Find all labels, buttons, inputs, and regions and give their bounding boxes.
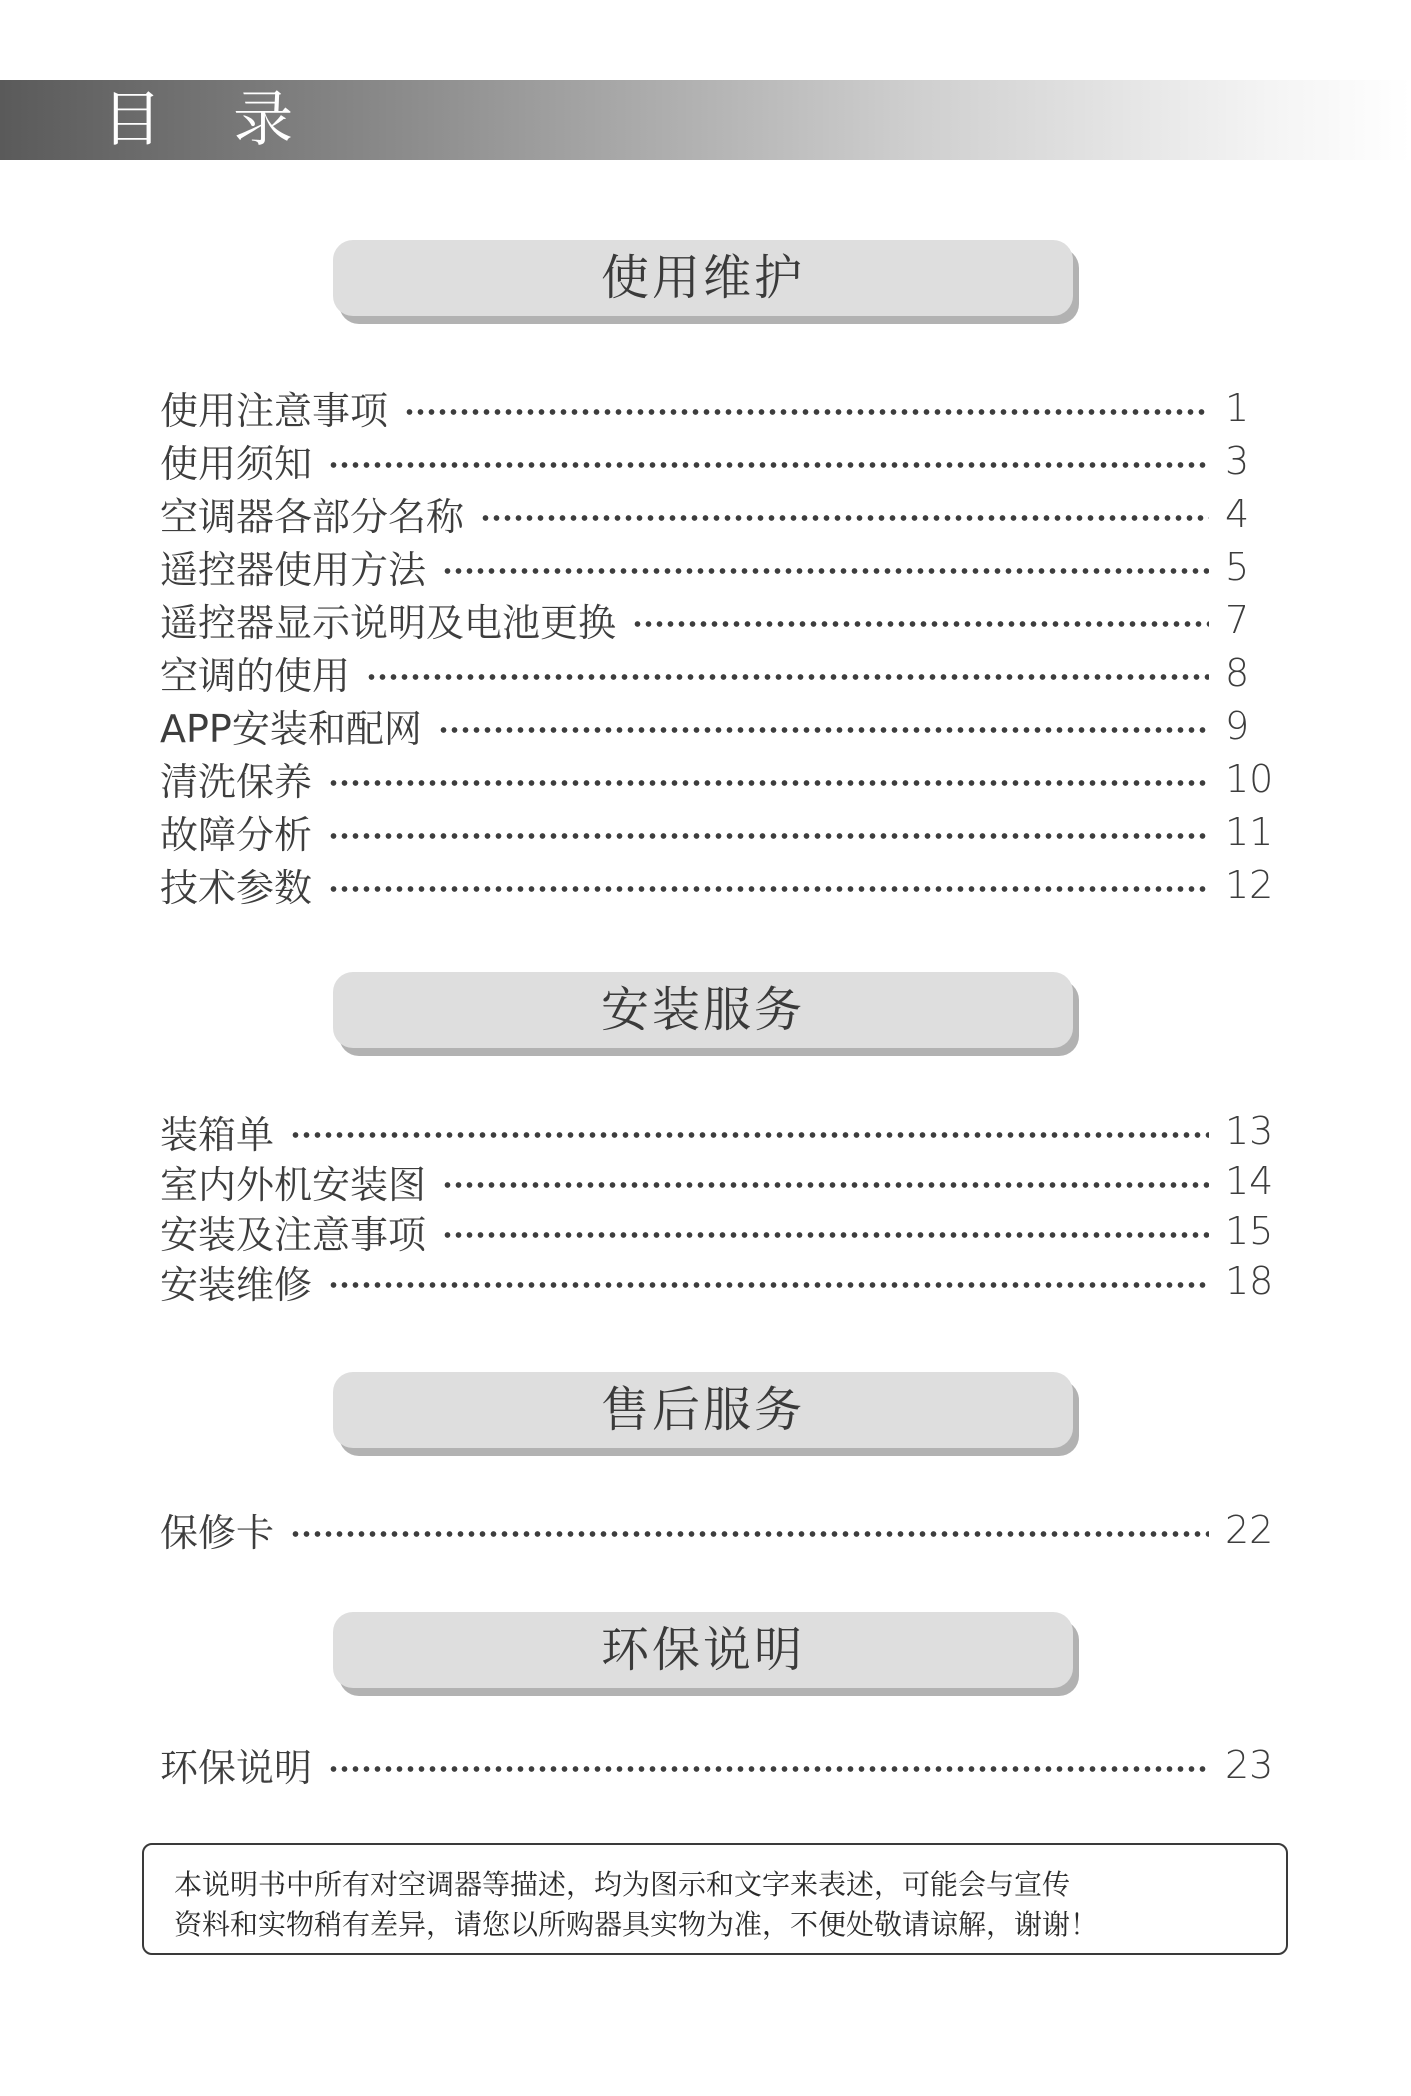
toc-list-after-sales [160, 1503, 1275, 1556]
toc-entry[interactable] [160, 858, 1275, 911]
toc-entry-page: 13 [1225, 1109, 1274, 1153]
toc-entry[interactable] [160, 805, 1275, 858]
dot-leader [328, 462, 1209, 468]
dot-leader [328, 1282, 1209, 1288]
dot-leader [328, 780, 1209, 786]
header-band [0, 80, 1411, 160]
toc-entry-label: 装箱单 [160, 1112, 275, 1157]
toc-entry-label: 遥控器使用方法 [160, 548, 427, 592]
toc-entry-page: 22 [1225, 1507, 1274, 1552]
toc-entry-label: 技术参数 [160, 866, 313, 910]
toc-entry-page: 7 [1225, 597, 1250, 642]
toc-entry-label: 空调器各部分名称 [160, 495, 465, 539]
toc-entry-label: 环保说明 [160, 1746, 313, 1790]
toc-list-environment [160, 1738, 1275, 1791]
toc-entry[interactable] [160, 1156, 1275, 1206]
dot-leader [632, 621, 1209, 627]
toc-entry[interactable] [160, 1256, 1275, 1306]
notice-line-2: 资料和实物稍有差异，请您以所购器具实物为准，不便处敬请谅解，谢谢！ [174, 1908, 1099, 1941]
toc-entry-label: 使用须知 [160, 442, 313, 486]
toc-entry-label: 室内外机安装图 [160, 1162, 427, 1207]
toc-entry-label: 安装维修 [160, 1262, 313, 1307]
toc-entry-label: 遥控器显示说明及电池更换 [160, 601, 617, 645]
toc-entry-page: 12 [1225, 862, 1274, 907]
section-header-environment: 环保说明 [333, 1612, 1073, 1688]
section-header-maintenance: 使用维护 [333, 240, 1073, 316]
toc-entry[interactable] [160, 1106, 1275, 1156]
toc-entry-page: 18 [1225, 1259, 1274, 1303]
toc-entry-page: 8 [1225, 650, 1250, 695]
toc-entry-label: 清洗保养 [160, 760, 313, 804]
toc-entry-page: 10 [1225, 756, 1274, 801]
toc-entry-page: 9 [1225, 703, 1250, 748]
dot-leader [442, 1182, 1209, 1188]
dot-leader [328, 886, 1209, 892]
toc-entry[interactable] [160, 487, 1275, 540]
toc-list-maintenance [160, 381, 1275, 911]
disclaimer-notice [142, 1843, 1288, 1955]
toc-entry[interactable] [160, 752, 1275, 805]
toc-entry-label: 保修卡 [160, 1511, 275, 1555]
toc-entry-page: 5 [1225, 544, 1250, 589]
toc-entry[interactable] [160, 1738, 1275, 1791]
dot-leader [290, 1132, 1209, 1138]
section-header-after-sales: 售后服务 [333, 1372, 1073, 1448]
dot-leader [328, 833, 1209, 839]
toc-entry-label: APP安装和配网 [160, 707, 422, 751]
section-header-installation: 安装服务 [333, 972, 1073, 1048]
toc-entry[interactable] [160, 434, 1275, 487]
toc-entry-label: 使用注意事项 [160, 389, 389, 433]
toc-entry[interactable] [160, 1503, 1275, 1556]
toc-entry-page: 23 [1225, 1742, 1274, 1787]
dot-leader [438, 727, 1209, 733]
dot-leader [366, 674, 1209, 680]
toc-entry-label: 安装及注意事项 [160, 1212, 427, 1257]
toc-entry-page: 11 [1225, 809, 1274, 854]
dot-leader [480, 515, 1209, 521]
toc-entry[interactable] [160, 1206, 1275, 1256]
toc-entry-page: 14 [1225, 1159, 1274, 1203]
notice-line-1: 本说明书中所有对空调器等描述，均为图示和文字来表述，可能会与宣传 [174, 1868, 1071, 1901]
toc-entry-label: 故障分析 [160, 813, 313, 857]
toc-entry-page: 1 [1225, 385, 1250, 430]
toc-entry[interactable] [160, 381, 1275, 434]
page-title: 目 录 [102, 85, 320, 155]
dot-leader [328, 1766, 1209, 1772]
toc-entry[interactable] [160, 646, 1275, 699]
toc-list-installation [160, 1106, 1275, 1306]
toc-entry-page: 15 [1225, 1209, 1274, 1253]
toc-entry-label: 空调的使用 [160, 654, 351, 698]
toc-entry-page: 3 [1225, 438, 1250, 483]
dot-leader [442, 1232, 1209, 1238]
toc-entry[interactable] [160, 699, 1275, 752]
dot-leader [290, 1531, 1209, 1537]
dot-leader [442, 568, 1209, 574]
toc-entry[interactable] [160, 593, 1275, 646]
toc-entry[interactable] [160, 540, 1275, 593]
toc-entry-page: 4 [1225, 491, 1250, 536]
dot-leader [404, 409, 1209, 415]
